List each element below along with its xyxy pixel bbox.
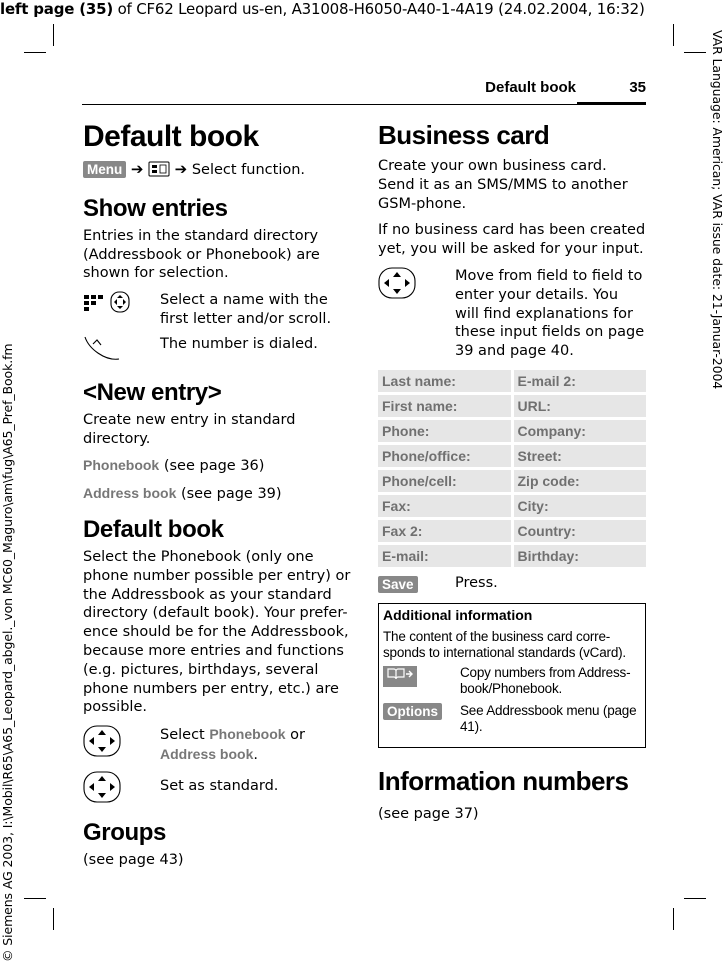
phonebook-option: Phonebook bbox=[209, 726, 286, 743]
crop-mark bbox=[673, 908, 674, 930]
reference-text: (see page 39) bbox=[176, 486, 282, 503]
crop-mark bbox=[53, 908, 54, 930]
row-text: Move from field to field to enter your details. You will find explanations for these input fields on page 39 and page 40. bbox=[455, 267, 645, 360]
table-cell: Fax: bbox=[378, 495, 511, 517]
phonebook-key-icon bbox=[148, 161, 170, 183]
row-text: The number is dialed. bbox=[160, 335, 318, 352]
information-numbers-text: (see page 37) bbox=[378, 805, 479, 822]
document-frame-header-bold: left page (35) bbox=[0, 0, 114, 18]
row-icons bbox=[83, 771, 160, 807]
section-heading-business-card: Business card bbox=[378, 120, 550, 150]
address-book-option: Address book bbox=[160, 745, 254, 762]
table-row bbox=[378, 370, 646, 392]
default-book-text: Select the Phonebook (only one phone number possible per entry) or the Addressbook as your standard directory (default book). Your prefer-ence should be for the Addressbook, because more entries and functions (e.g. pictures, birthdays, several phone numbers per entry, etc.) are possible. bbox=[83, 548, 351, 716]
crop-mark bbox=[684, 898, 706, 899]
default-book-set-row bbox=[83, 771, 351, 807]
side-info-text: VAR Language: American; VAR issue date: 21-Januar-2004 bbox=[710, 30, 725, 390]
section-heading-show-entries: Show entries bbox=[83, 194, 228, 222]
running-header-title: Default book bbox=[485, 79, 576, 96]
table-cell: Phone/office: bbox=[378, 445, 511, 467]
default-book-select-row bbox=[83, 725, 351, 765]
section-heading-default-book: Default book bbox=[83, 515, 224, 543]
infobox-copy-row bbox=[383, 665, 641, 697]
row-icons bbox=[83, 291, 160, 329]
row-icons bbox=[378, 267, 455, 361]
table-cell: Street: bbox=[514, 445, 647, 467]
show-entries-row bbox=[83, 291, 351, 329]
menu-path bbox=[83, 160, 351, 183]
crop-mark bbox=[673, 24, 674, 46]
row-icons bbox=[383, 703, 460, 735]
business-card-nav-row bbox=[378, 267, 646, 361]
page-title: Default book bbox=[83, 120, 259, 153]
navi-key-icon bbox=[83, 725, 121, 761]
table-row bbox=[378, 445, 646, 467]
left-column bbox=[83, 112, 351, 878]
document-frame-header bbox=[0, 0, 645, 18]
table-cell: Phone: bbox=[378, 420, 511, 442]
row-text: Set as standard. bbox=[160, 777, 279, 794]
show-entries-row bbox=[83, 335, 351, 367]
table-cell: Fax 2: bbox=[378, 520, 511, 542]
table-cell: E-mail: bbox=[378, 545, 511, 567]
show-entries-text: Entries in the standard directory (Addressbook or Phonebook) are shown for selection. bbox=[83, 227, 320, 282]
business-card-text: If no business card has been created yet, you will be asked for your input. bbox=[378, 222, 646, 258]
table-cell: E-mail 2: bbox=[514, 370, 647, 392]
menu-softkey: Menu bbox=[83, 161, 126, 178]
infobox-title: Additional information bbox=[383, 606, 533, 623]
navi-key-icon bbox=[378, 267, 416, 303]
header-rule-accent bbox=[577, 102, 646, 105]
table-cell: URL: bbox=[514, 395, 647, 417]
table-cell: Company: bbox=[514, 420, 647, 442]
additional-information-box bbox=[378, 603, 646, 748]
save-row bbox=[378, 574, 646, 593]
infobox-options-row bbox=[383, 703, 641, 735]
row-text: Press. bbox=[455, 574, 498, 591]
keypad-icon bbox=[83, 293, 105, 317]
groups-text: (see page 43) bbox=[83, 851, 184, 868]
business-card-fields-table bbox=[375, 367, 649, 570]
side-path-text: © Siemens AG 2003, I:\Mobil\R65\A65_Leopard_abgel._von MC60_Maguro\am\fug\A65_Pref_Book.fm bbox=[0, 343, 15, 962]
reference-address-book bbox=[83, 484, 351, 504]
table-cell: Zip code: bbox=[514, 470, 647, 492]
row-text: Copy numbers from Address-book/Phonebook. bbox=[460, 664, 631, 696]
table-cell: Phone/cell: bbox=[378, 470, 511, 492]
save-softkey: Save bbox=[378, 576, 418, 593]
right-column bbox=[378, 112, 646, 832]
header-rule bbox=[82, 104, 646, 105]
section-heading-information-numbers: Information numbers bbox=[378, 765, 629, 796]
table-row bbox=[378, 520, 646, 542]
row-text bbox=[160, 725, 351, 765]
table-cell: Country: bbox=[514, 520, 647, 542]
reference-phonebook bbox=[83, 456, 351, 476]
row-icons bbox=[83, 335, 160, 367]
row-icons bbox=[383, 665, 460, 697]
arrow-icon: ➔ bbox=[174, 160, 188, 178]
navi-key-icon bbox=[110, 291, 130, 317]
infobox-body: The content of the business card corre-sponds to international standards (vCard). bbox=[383, 628, 626, 660]
arrow-icon: ➔ bbox=[130, 160, 144, 178]
table-row bbox=[378, 420, 646, 442]
table-cell: Birthday: bbox=[514, 545, 647, 567]
table-cell: Last name: bbox=[378, 370, 511, 392]
document-frame-header-rest: of CF62 Leopard us-en, A31008-H6050-A40-1-4A19 (24.02.2004, 16:32) bbox=[113, 0, 645, 18]
options-softkey: Options bbox=[383, 703, 442, 720]
table-cell: First name: bbox=[378, 395, 511, 417]
table-row bbox=[378, 545, 646, 567]
address-book-label: Address book bbox=[83, 485, 177, 502]
row-text: See Addressbook menu (page 41). bbox=[460, 702, 637, 734]
menu-path-text: Select function. bbox=[191, 162, 306, 178]
row-icons bbox=[378, 574, 455, 593]
copy-book-icon bbox=[383, 666, 417, 687]
page-number: 35 bbox=[629, 79, 646, 96]
crop-mark bbox=[24, 898, 46, 899]
row-icons bbox=[83, 725, 160, 765]
phonebook-label: Phonebook bbox=[83, 457, 160, 474]
crop-mark bbox=[53, 24, 54, 46]
select-mid: or bbox=[285, 727, 306, 744]
crop-mark bbox=[684, 52, 706, 53]
section-heading-groups: Groups bbox=[83, 818, 166, 846]
row-text: Select a name with the first letter and/or scroll. bbox=[160, 292, 332, 327]
table-row bbox=[378, 495, 646, 517]
table-row bbox=[378, 470, 646, 492]
business-card-text: Create your own business card. Send it as an SMS/MMS to another GSM-phone. bbox=[378, 158, 628, 212]
crop-mark bbox=[24, 52, 46, 53]
table-cell: City: bbox=[514, 495, 647, 517]
section-heading-new-entry: <New entry> bbox=[83, 378, 222, 406]
select-suffix: . bbox=[253, 746, 258, 763]
navi-key-icon bbox=[83, 771, 121, 807]
reference-text: (see page 36) bbox=[159, 458, 265, 475]
new-entry-text: Create new entry in standard directory. bbox=[83, 411, 296, 447]
call-key-icon bbox=[83, 335, 121, 367]
table-row bbox=[378, 395, 646, 417]
select-prefix: Select bbox=[160, 727, 210, 744]
